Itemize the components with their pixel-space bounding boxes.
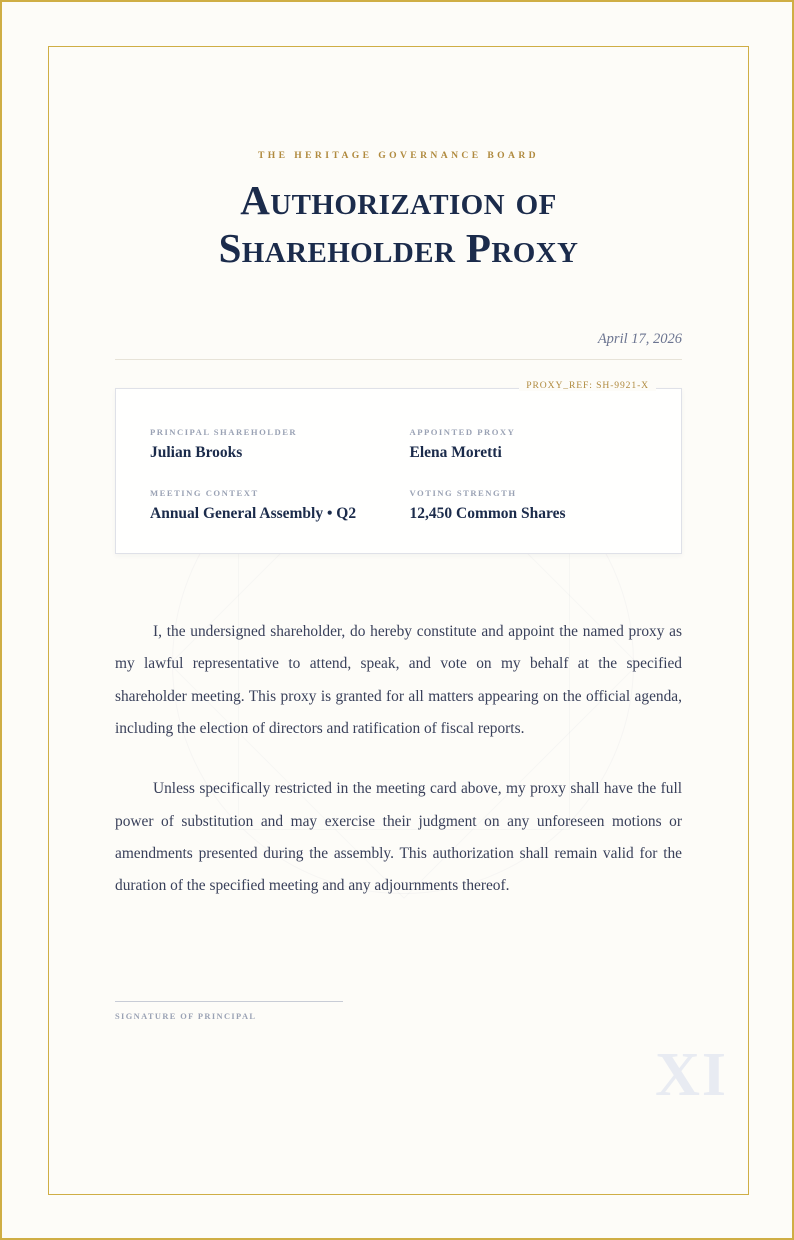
field-voting-strength — [410, 488, 648, 523]
page-title — [115, 177, 682, 273]
field-value: Elena Moretti — [409, 443, 502, 461]
field-value: 12,450 Common Shares — [409, 504, 566, 522]
meeting-info-card — [115, 388, 682, 554]
document-date: April 17, 2026 — [597, 330, 682, 347]
signature-block — [115, 1001, 343, 1021]
info-card-wrapper — [115, 379, 682, 554]
field-appointed-proxy — [410, 427, 648, 462]
document-content — [115, 46, 682, 1021]
organization-eyebrow: THE HERITAGE GOVERNANCE BOARD — [258, 150, 539, 161]
field-label: APPOINTED PROXY — [409, 426, 516, 437]
body-paragraph-1: I, the undersigned shareholder, do hereby constitute and appoint the named proxy as my lawful representative to attend, speak, and vote on my behalf at the specified shareholder meeting. This proxy is granted for all matters appearing on the official agenda, including the election of directors and ratification of fiscal reports. — [115, 622, 682, 737]
signature-label: SIGNATURE OF PRINCIPAL — [115, 1011, 257, 1021]
field-principal-shareholder — [150, 427, 388, 462]
corner-watermark: XI — [655, 1041, 728, 1109]
field-label: VOTING STRENGTH — [409, 487, 517, 498]
title-line-2: Shareholder Proxy — [218, 224, 579, 271]
field-label: MEETING CONTEXT — [150, 487, 259, 498]
field-value: Julian Brooks — [150, 443, 243, 461]
body-copy — [115, 616, 682, 903]
header-divider — [115, 359, 682, 360]
field-label: PRINCIPAL SHAREHOLDER — [150, 426, 298, 437]
signature-line — [115, 1001, 343, 1002]
field-value: Annual General Assembly • Q2 — [150, 504, 357, 522]
body-paragraph-2: Unless specifically restricted in the meeting card above, my proxy shall have the full power of substitution and may exercise their judgment on any unforeseen motions or amendments presented during the assembly. This authorization shall remain valid for the duration of the specified meeting and any adjournments thereof. — [115, 780, 682, 895]
field-meeting-context — [150, 488, 388, 523]
proxy-reference-badge: PROXY_REF: SH-9921-X — [519, 380, 656, 391]
title-line-1: Authorization of — [240, 177, 557, 223]
